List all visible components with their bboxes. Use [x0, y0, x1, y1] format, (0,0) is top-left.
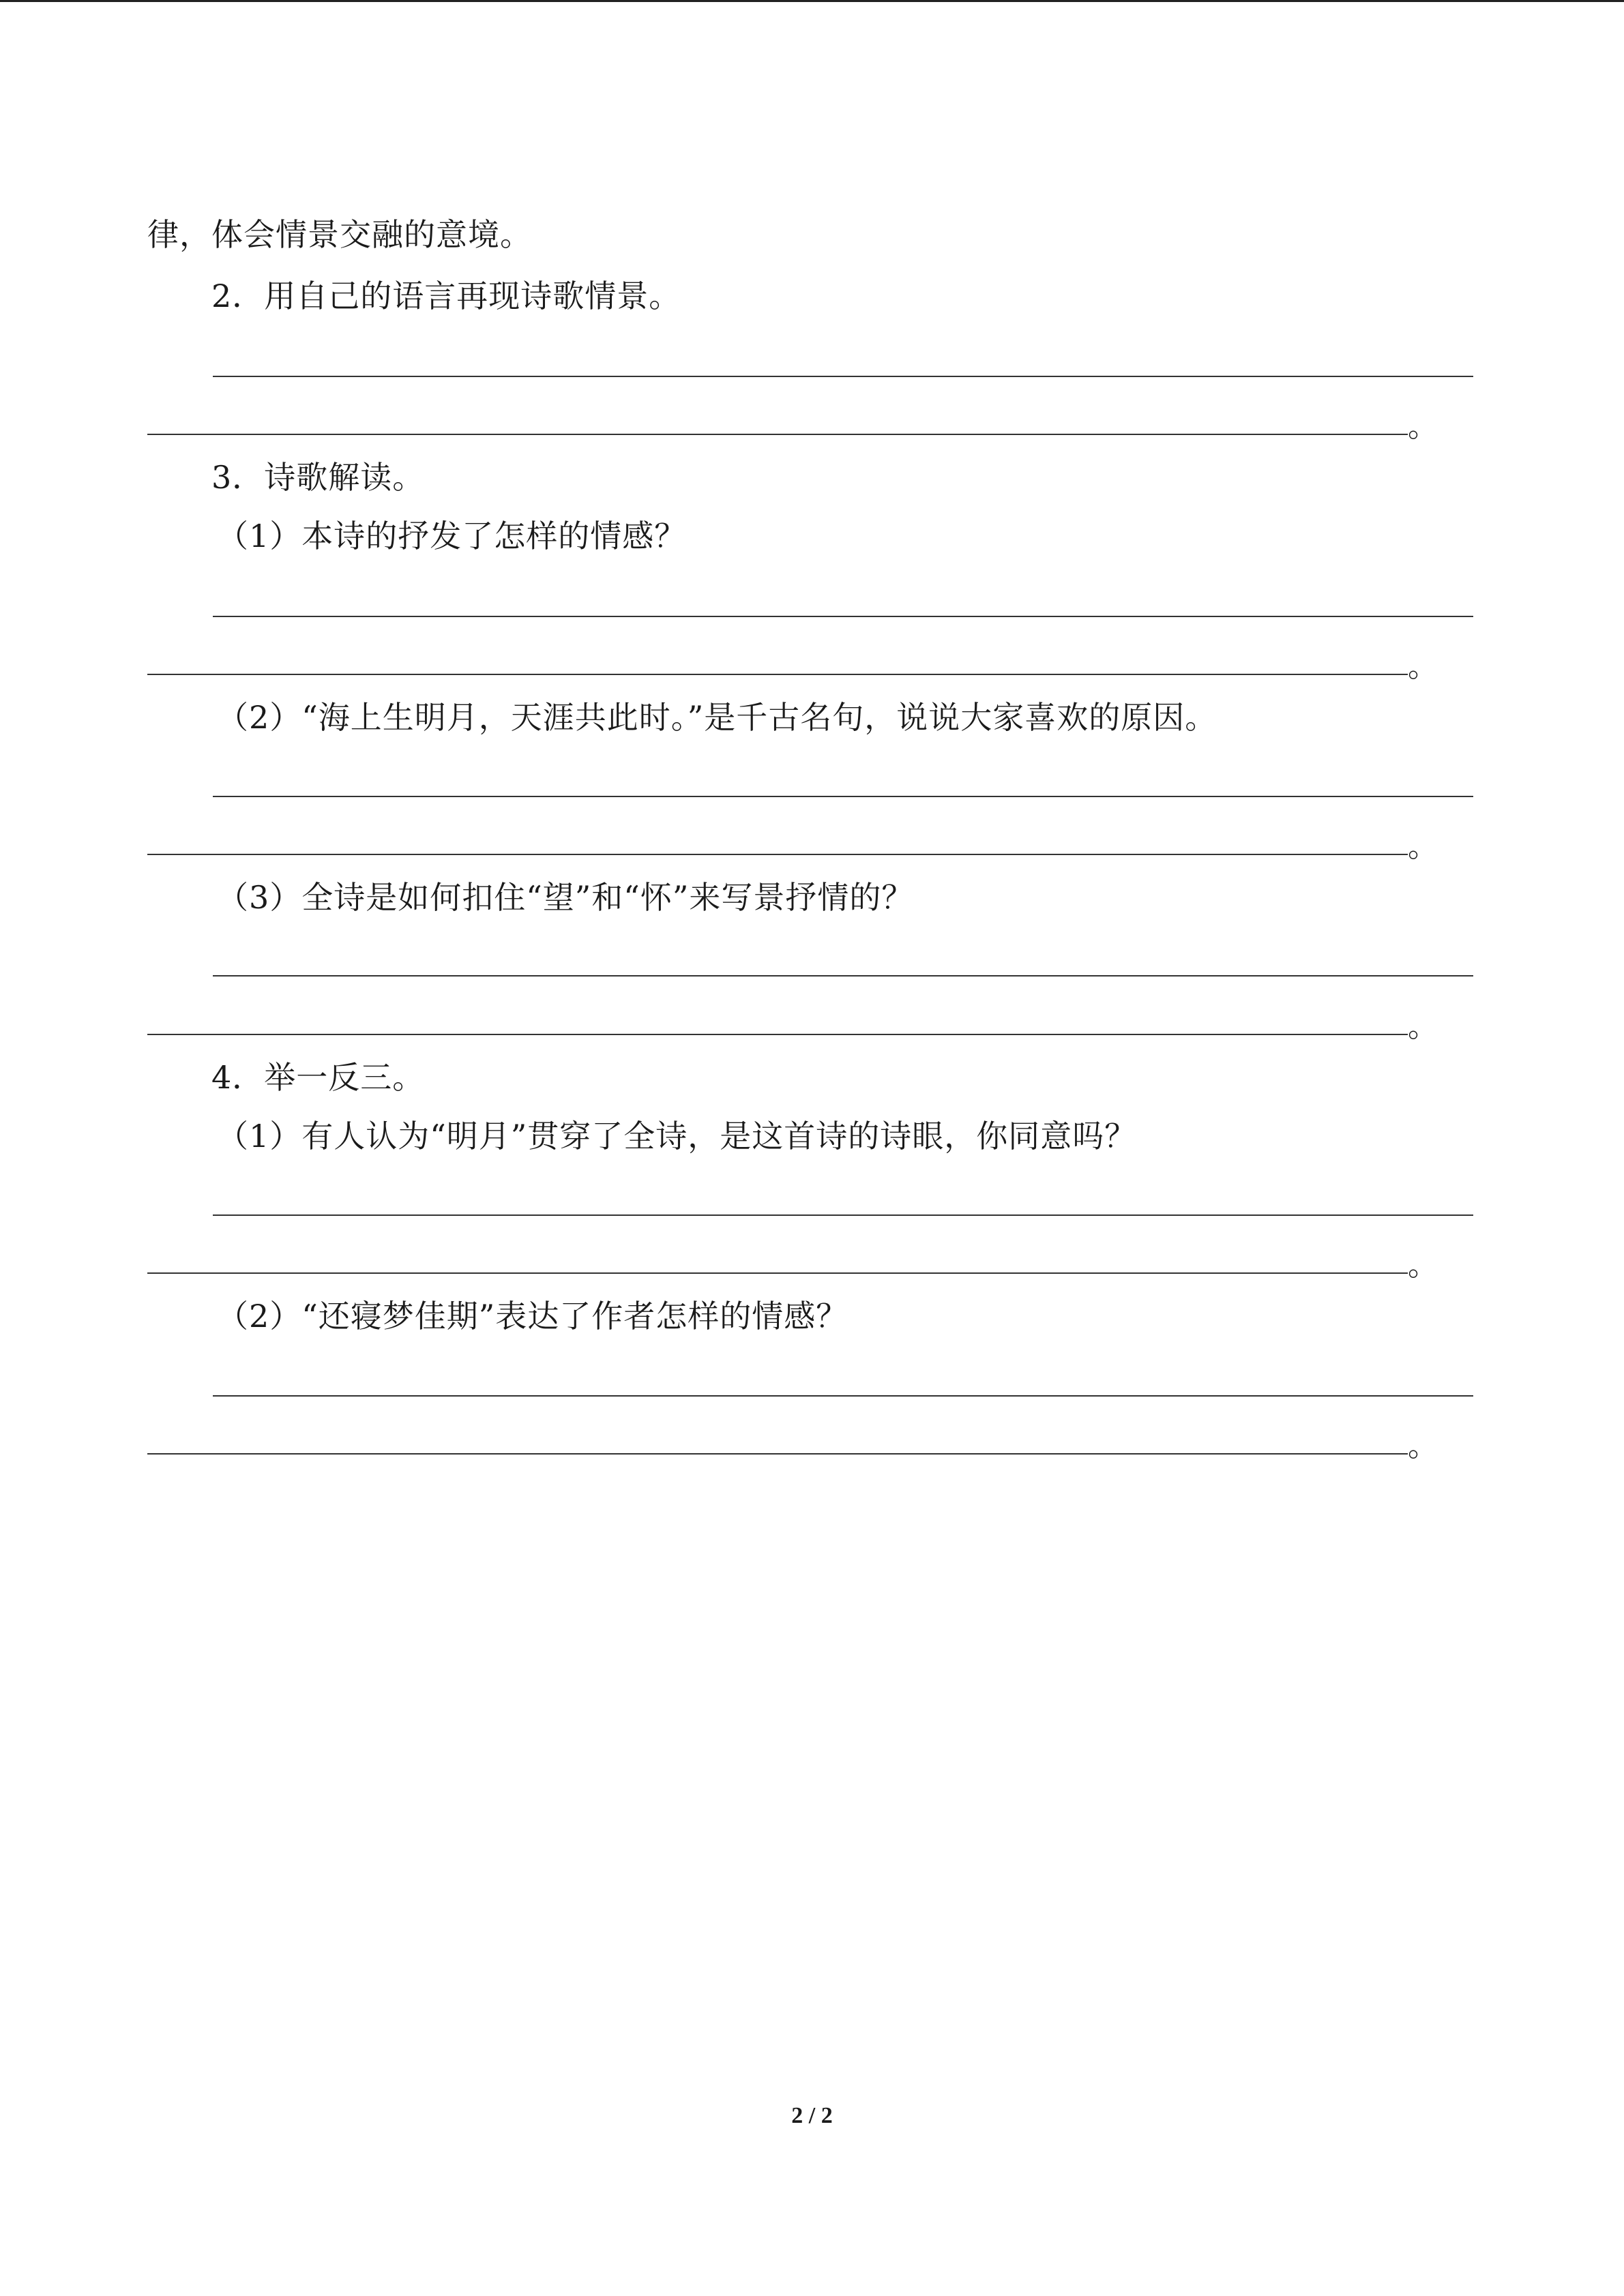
answer-line-q2-2[interactable] — [147, 434, 1408, 435]
answer-end-period: 。 — [1408, 1429, 1438, 1463]
answer-line-q3-3-b[interactable] — [147, 1034, 1408, 1035]
question-4-2-text: （2）“还寝梦佳期”表达了作者怎样的情感？ — [217, 1298, 848, 1335]
question-3-2-text: （2）“海上生明月，天涯共此时。”是千古名句，说说大家喜欢的原因。 — [217, 699, 1217, 736]
answer-line-q3-1-a[interactable] — [213, 616, 1473, 617]
answer-line-q4-1-b[interactable] — [147, 1272, 1408, 1274]
question-4-1-text: （1）有人认为“明月”贯穿了全诗，是这首诗的诗眼，你同意吗？ — [217, 1118, 1137, 1154]
question-3-3-text: （3）全诗是如何扣住“望”和“怀”来写景抒情的？ — [217, 879, 914, 916]
answer-line-q4-2-b[interactable] — [147, 1453, 1408, 1455]
answer-end-period: 。 — [1408, 1009, 1438, 1044]
answer-end-period: 。 — [1408, 409, 1438, 444]
question-3-1-text: （1）本诗的抒发了怎样的情感？ — [217, 518, 687, 554]
question-4-title: 4．举一反三。 — [211, 1059, 425, 1096]
question-2-title: 2．用自己的语言再现诗歌情景。 — [211, 278, 681, 314]
answer-line-q3-2-b[interactable] — [147, 854, 1408, 855]
answer-end-period: 。 — [1408, 649, 1438, 684]
answer-line-q3-1-b[interactable] — [147, 674, 1408, 675]
intro-continuation: 律，体会情景交融的意境。 — [147, 216, 532, 253]
answer-end-period: 。 — [1408, 1248, 1438, 1283]
answer-line-q3-3-a[interactable] — [213, 975, 1473, 976]
answer-end-period: 。 — [1408, 829, 1438, 864]
page-number: 2 / 2 — [791, 2103, 833, 2128]
page-top-border — [0, 0, 1624, 2]
question-3-title: 3．诗歌解读。 — [211, 459, 425, 496]
answer-line-q4-1-a[interactable] — [213, 1214, 1473, 1216]
answer-line-q3-2-a[interactable] — [213, 796, 1473, 797]
answer-line-q4-2-a[interactable] — [213, 1395, 1473, 1397]
answer-line-q2-1[interactable] — [213, 376, 1473, 377]
